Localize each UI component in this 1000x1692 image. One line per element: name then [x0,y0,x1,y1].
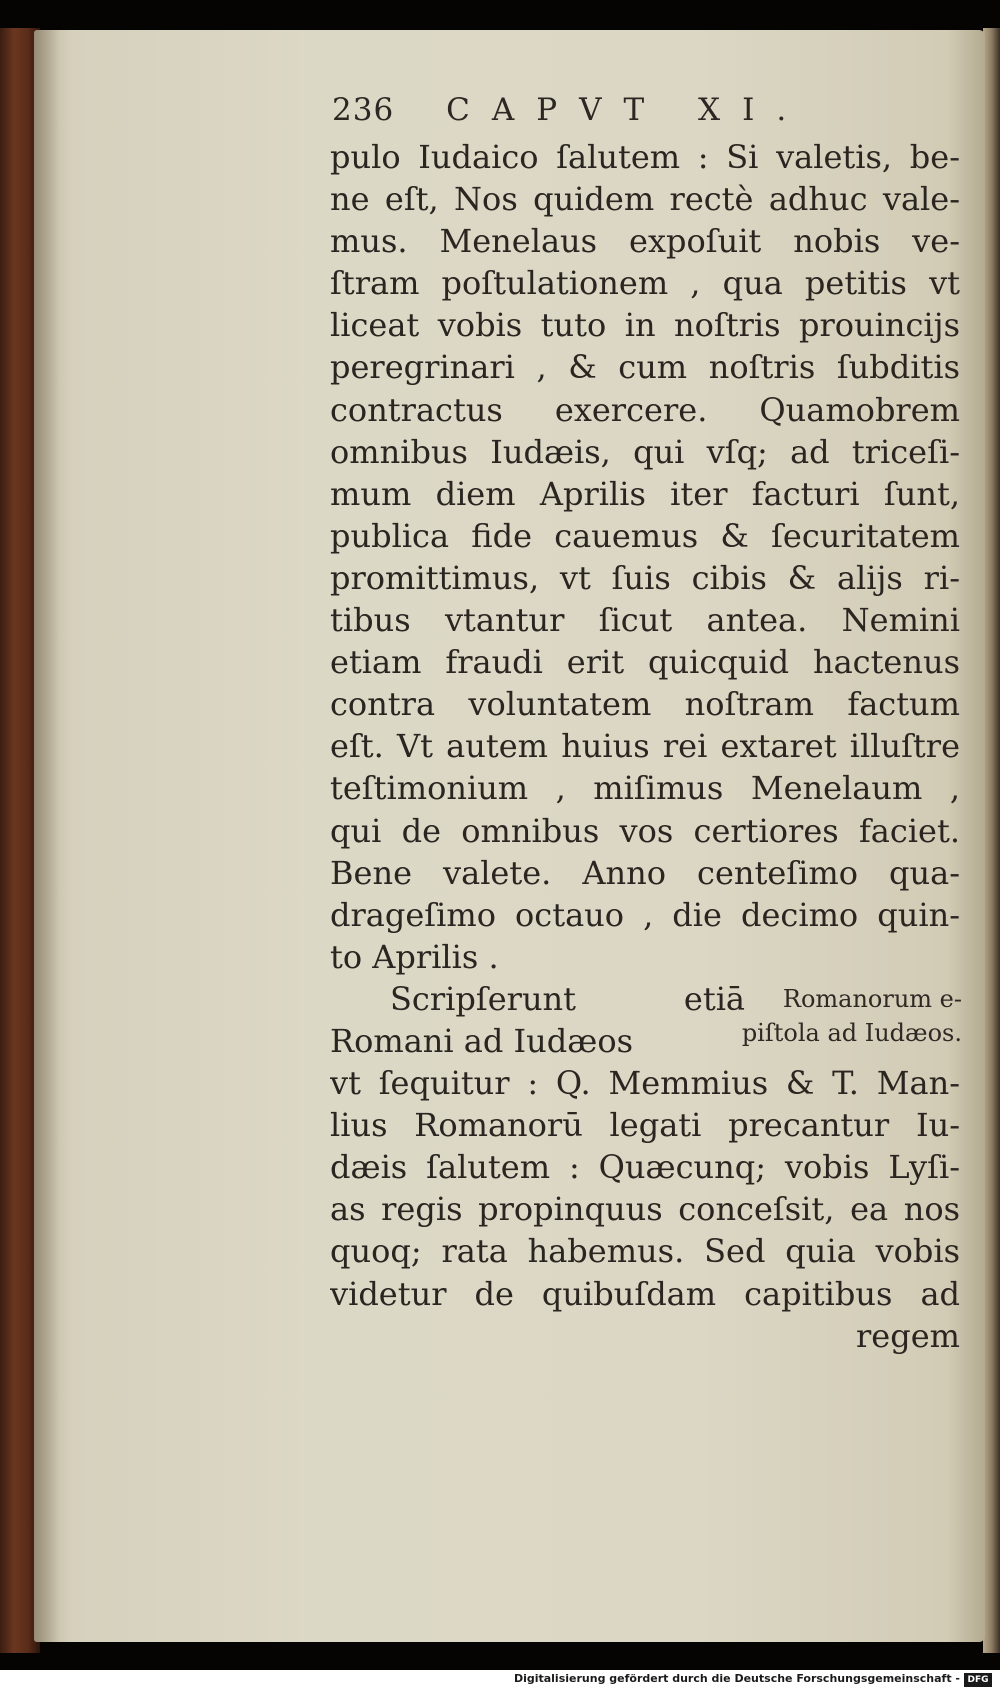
marginal-note-line: piſtola ad Iudæos. [741,1019,962,1047]
body-text [330,136,960,1357]
text-line: qui de omnibus vos certiores faciet. [330,811,960,850]
text-line: pulo Iudaico ſalutem : Si valetis, be- [330,138,960,176]
text-line: as regis propinquus conceſsit, ea nos [330,1190,960,1229]
text-line: etiam fraudi erit quicquid hactenus [330,643,960,682]
text-line: tibus vtantur ſicut antea. Nemini [330,601,960,640]
catchword: regem [856,1316,960,1355]
text-line: dæis ſalutem : Quæcunq; vobis Lyſi- [330,1148,960,1187]
marginal-note [700,982,962,1050]
text-line: Romani ad Iudæos [330,1021,634,1060]
text-line: mum diem Aprilis iter facturi ſunt, [330,474,960,513]
footer-bar [0,1670,1000,1692]
text-line: videtur de quibuſdam capitibus ad [330,1274,960,1313]
text-line: promittimus, vt ſuis cibis & alijs ri- [330,558,960,597]
running-head [332,92,852,128]
text-line: to Aprilis . [330,937,499,976]
text-line: omnibus Iudæis, qui vſq; ad triceſi- [330,432,960,471]
chapter-title: CAPVT XI. [446,92,809,128]
gutter-shadow [34,30,60,1642]
text-line: contra voluntatem noſtram factum [330,685,960,724]
text-line: eſt. Vt autem huius rei extaret illuſtre [330,727,960,766]
text-line: contractus exercere. Quamobrem [330,390,960,429]
text-line: teſtimonium , miſimus Menelaum , [330,769,960,808]
text-line: quoq; rata habemus. Sed quia vobis [330,1232,960,1271]
text-line: mus. Menelaus expoſuit nobis ve- [330,222,960,261]
page-number: 236 [332,92,395,128]
text-line: ne eſt, Nos quidem rectè adhuc vale- [330,180,960,219]
text-line: drageſimo octauo , die decimo quin- [330,895,960,934]
text-line: vt ſequitur : Q. Memmius & T. Man- [330,1064,960,1103]
text-line: publica fide cauemus & ſecuritatem [330,516,960,555]
book-cover-right-edge [983,28,1000,1653]
text-line: ſtram poſtulationem , qua petitis vt [330,264,960,303]
marginal-note-line: Romanorum e- [782,985,962,1013]
text-line: liceat vobis tuto in noſtris prouincijs [330,306,960,345]
text-line: Bene valete. Anno centeſimo qua- [330,853,960,892]
text-line: peregrinari , & cum noſtris ſubditis [330,348,960,387]
text-line: lius Romanorū legati precantur Iu- [330,1106,960,1145]
text-line: Scripſerunt etiā [390,979,745,1018]
footer-credit: Digitalisierung gefördert durch die Deutsche Forschungsgemeinschaft - [513,1672,960,1685]
dfg-logo: DFG [964,1673,992,1687]
